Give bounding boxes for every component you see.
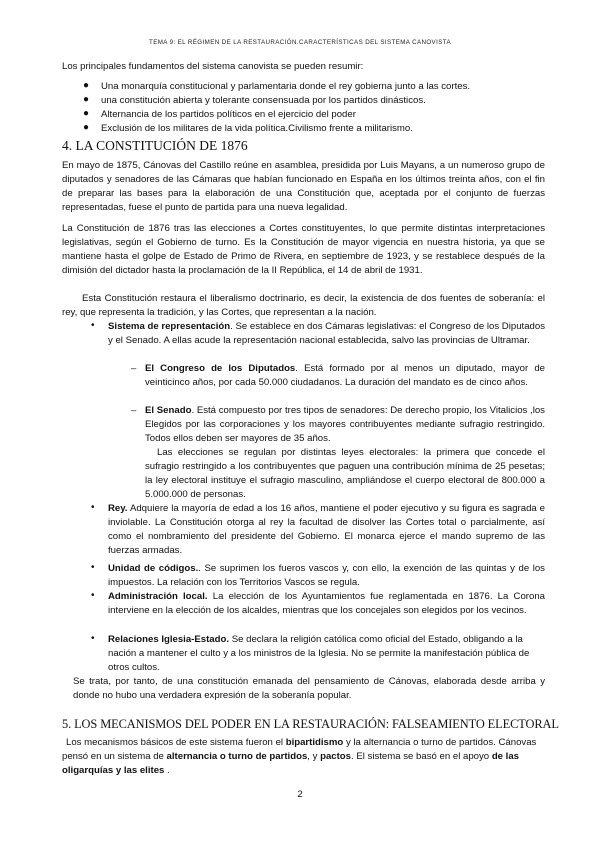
bullet-text: . Se suprimen los fueros vascos y, con ello, la exención de las quintas y de los impuestos. La relación con los Territorios Vascos se regula. — [108, 563, 545, 588]
dash-title: El Congreso de los Diputados — [145, 363, 296, 374]
bullet-icon: • — [91, 590, 95, 601]
bullet-icon: ● — [83, 122, 90, 133]
bullet-title: Administración local. — [108, 591, 208, 602]
dash-title: El Senado — [145, 405, 192, 416]
fundamento-item: Una monarquía constitucional y parlamentaria donde el rey gobierna junto a las cortes. — [101, 81, 471, 92]
dash-icon: – — [131, 363, 137, 374]
text-run: y la alternancia o turno de partidos. Cánovas pensó en un sistema de — [62, 737, 537, 762]
bullet-icon: • — [91, 562, 95, 573]
bullet-sistema-representacion — [108, 320, 545, 348]
dash-congreso — [145, 362, 545, 390]
text-run: . — [164, 765, 170, 776]
bullet-title: Unidad de códigos. — [108, 563, 199, 574]
page-header: TEMA 9: EL RÉGIMEN DE LA RESTAURACIÓN.CARACTERÍSTICAS DEL SISTEMA CANOVISTA — [149, 39, 451, 46]
bold-run: pactos — [320, 751, 352, 762]
section-4-paragraph-3: Esta Constitución restaura el liberalismo doctrinario, es decir, la existencia de dos fuentes de soberanía: el rey, que representa la tradición, y las Cortes, que representan a la nación. — [62, 293, 545, 318]
dash-icon: – — [131, 405, 137, 416]
bullet-icon: • — [91, 633, 95, 644]
bullet-text: Adquiere la mayoría de edad a los 16 años, mantiene el poder ejecutivo y su figura es sagrada e inviolable. La Constitución otorga al rey la facultad de disolver las Cortes total o parcialmente, así como el nombramiento del presidente del Gobierno. El monarca ejerce el mando supremo de las fuerzas armadas. — [108, 503, 545, 556]
bullet-text: Se declara la religión católica como oficial del Estado, obligando a la nación a mantener el culto y a los ministros de la Iglesia. No se permite la manifestación pública de otros cultos. — [108, 634, 530, 673]
intro-text: Los principales fundamentos del sistema canovista se pueden resumir: — [62, 61, 364, 72]
dash-senado — [145, 404, 545, 446]
bullet-icon: ● — [83, 94, 90, 105]
bullet-icon: ● — [83, 80, 90, 91]
section-5-paragraph — [62, 736, 547, 778]
bullet-rey — [108, 502, 545, 558]
text-run: . El sistema se basó en el apoyo — [351, 751, 492, 762]
text-run: Los mecanismos básicos de este sistema fueron el — [66, 737, 286, 748]
bullet-icon: • — [91, 320, 95, 331]
bullet-icon: ● — [83, 108, 90, 119]
bullet-title: Relaciones Iglesia-Estado. — [108, 634, 230, 645]
fundamento-item: Alternancia de los partidos políticos en el ejercicio del poder — [101, 109, 356, 120]
bullet-text: . Se establece en dos Cámaras legislativas: el Congreso de los Diputados y el Senado. A ellas acude la representación nacional establecida, salvo las provincias de Ultramar. — [108, 321, 546, 346]
elecciones-paragraph: Las elecciones se regulan por distintas leyes electorales: la primera que concede el sufragio restringido a los contribuyentes que paguen una contribución mínima de 25 pesetas; la ley electoral instituye el sufragio masculino, ampliándose el cuerpo electoral de 800.000 a 5.000.000 de personas. — [145, 447, 545, 500]
section-4-paragraph-2: La Constitución de 1876 tras las elecciones a Cortes constituyentes, lo que permite distintas interpretaciones legislativas, según el Gobierno de turno. Es la Constitución de mayor vigencia en nuestra historia, ya que se mantiene hasta el golpe de Estado de Primo de Rivera, en septiembre de 1923, y se restablece después de la dimisión del dictador hasta la proclamación de la II República, el 14 de abril de 1931. — [62, 223, 545, 276]
bold-run: de las oligarquías y las elites — [62, 751, 520, 776]
bullet-iglesia-estado — [108, 633, 545, 675]
fundamento-item: Exclusión de los militares de la vida política.Civilismo frente a militarismo. — [101, 123, 413, 134]
bullet-unidad-codigos — [108, 562, 545, 590]
bold-run: bipartidismo — [285, 737, 344, 748]
bold-run: alternancia o turno de partidos — [166, 751, 308, 762]
bullet-title: Rey. — [108, 503, 128, 514]
text-run: , y — [307, 751, 321, 762]
bullet-administracion-local — [108, 590, 545, 618]
fundamento-item: una constitución abierta y tolerante consensuada por los partidos dinásticos. — [101, 95, 426, 106]
dash-text: . Está compuesto por tres tipos de senadores: De derecho propio, los Vitalicios ,los Elegidos por las corporaciones y los mayores contribuyentes mediante sufragio restringido. Todos ellos deben ser mayores de 35 años. — [145, 405, 545, 444]
section-5-title: 5. LOS MECANISMOS DEL PODER EN LA RESTAURACIÓN: FALSEAMIENTO ELECTORAL — [62, 717, 559, 731]
dash-text: . Está formado por al menos un diputado, mayor de veinticinco años, por cada 50.000 ciudadanos. La duración del mandato es de cinco años. — [145, 363, 545, 388]
page-number: 2 — [297, 789, 303, 800]
conclusion-paragraph: Se trata, por tanto, de una constitución emanada del pensamiento de Cánovas, elaborada desde arriba y donde no hubo una verdadera expresión de la soberanía popular. — [73, 676, 545, 701]
section-4-paragraph-1: En mayo de 1875, Cánovas del Castillo reúne en asamblea, presidida por Luis Mayans, a un numeroso grupo de diputados y senadores de las Cámaras que habían funcionado en España en los últimos treinta años, con el fin de preparar las bases para la elaboración de una Constitución que, aceptada por el conjunto de fuerzas representadas, fuese el punto de partida para una nueva legalidad. — [62, 160, 545, 213]
section-4-title: 4. LA CONSTITUCIÓN DE 1876 — [62, 138, 248, 153]
bullet-icon: • — [91, 502, 95, 513]
bullet-title: Sistema de representación — [108, 321, 231, 332]
bullet-text: La elección de los Ayuntamientos fue reglamentada en 1876. La Corona interviene en la elección de los alcaldes, mientras que los concejales son elegidos por los vecinos. — [108, 591, 545, 616]
